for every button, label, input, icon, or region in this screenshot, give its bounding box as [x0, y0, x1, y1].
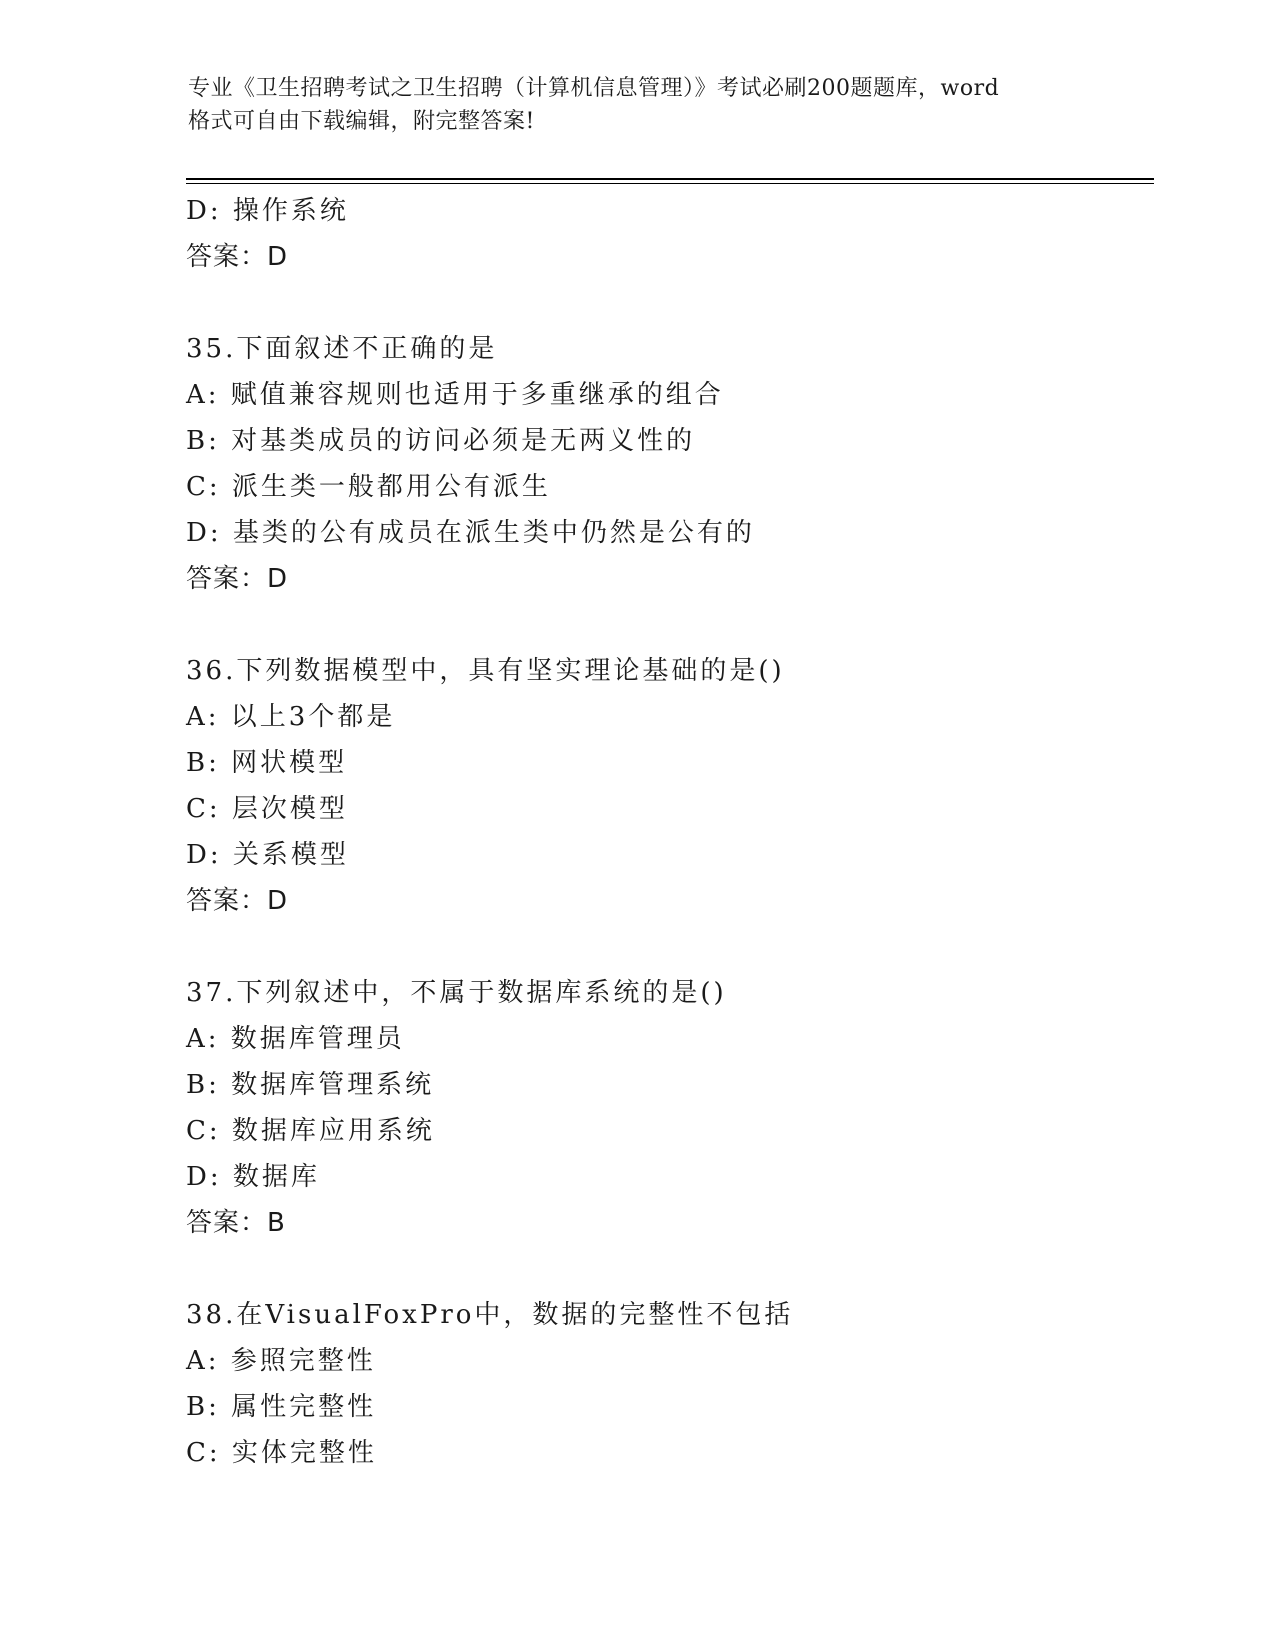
option-b: B: 网状模型 [186, 748, 348, 778]
carryover-option-d: D: 操作系统 [186, 196, 349, 226]
answer: 答案：B [186, 1208, 286, 1238]
header-line-1: 专业《卫生招聘考试之卫生招聘（计算机信息管理）》考试必刷200题题库，word [188, 76, 1000, 101]
option-b: B: 对基类成员的访问必须是无两义性的 [186, 426, 696, 456]
question-36 [186, 648, 1154, 924]
option-a: A: 赋值兼容规则也适用于多重继承的组合 [186, 380, 724, 410]
question-list [186, 188, 1154, 1476]
spacer [186, 280, 1154, 326]
question-35 [186, 326, 1154, 602]
option-b: B: 属性完整性 [186, 1392, 377, 1422]
option-d: D: 基类的公有成员在派生类中仍然是公有的 [186, 518, 755, 548]
header-divider-thin [186, 183, 1154, 184]
option-d: D: 数据库 [186, 1162, 320, 1192]
header-line-2: 格式可自由下载编辑，附完整答案! [188, 109, 535, 134]
question-stem: 35.下面叙述不正确的是 [186, 334, 498, 364]
question-stem: 37.下列叙述中，不属于数据库系统的是() [186, 978, 727, 1008]
option-b: B: 数据库管理系统 [186, 1070, 435, 1100]
option-d: D: 关系模型 [186, 840, 349, 870]
option-a: A: 参照完整性 [186, 1346, 376, 1376]
option-c: C: 数据库应用系统 [186, 1116, 435, 1146]
option-a: A: 以上3个都是 [186, 702, 396, 732]
option-c: C: 实体完整性 [186, 1438, 377, 1468]
document-header [188, 72, 1088, 138]
header-divider-thick [186, 178, 1154, 180]
question-stem: 36.下列数据模型中，具有坚实理论基础的是() [186, 656, 785, 686]
spacer [186, 924, 1154, 970]
question-38 [186, 1292, 1154, 1476]
spacer [186, 602, 1154, 648]
spacer [186, 1246, 1154, 1292]
option-c: C: 派生类一般都用公有派生 [186, 472, 551, 502]
carryover-answer: 答案：D [186, 242, 289, 272]
question-stem: 38.在VisualFoxPro中，数据的完整性不包括 [186, 1300, 794, 1330]
answer: 答案：D [186, 886, 289, 916]
answer: 答案：D [186, 564, 289, 594]
option-a: A: 数据库管理员 [186, 1024, 405, 1054]
question-37 [186, 970, 1154, 1246]
option-c: C: 层次模型 [186, 794, 348, 824]
